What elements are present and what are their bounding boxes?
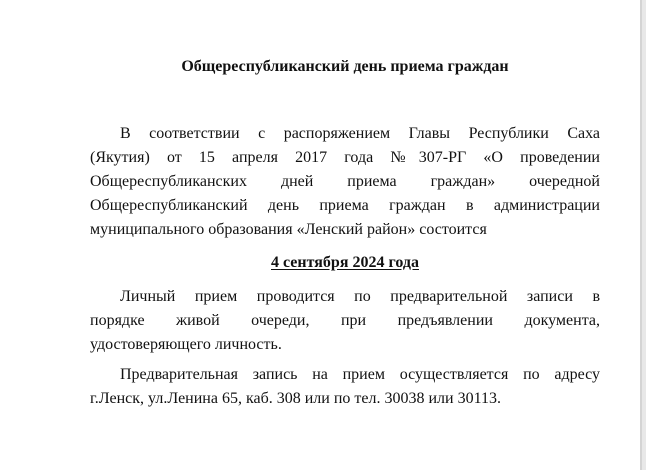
text-line: (Якутия) от 15 апреля 2017 года №307-РГ «О проведении	[90, 149, 600, 166]
paragraph-contact	[90, 363, 600, 411]
event-date-text: 4 сентября 2024 года	[271, 254, 419, 271]
paragraph-procedure	[90, 285, 600, 357]
window-background-strip	[642, 0, 646, 470]
text-line: Общереспубликанских дней приема граждан» очередной	[90, 173, 600, 190]
text-line: удостоверяющего личность.	[90, 336, 282, 353]
text-line: Общереспубликанский день приема граждан в администрации	[90, 197, 600, 214]
event-date	[90, 251, 600, 275]
text-line: муниципального образования «Ленский район» состоится	[90, 221, 487, 238]
text-line: В соответствии с распоряжением Главы Республики Саха	[120, 125, 600, 142]
text-line: Личный прием проводится по предварительной записи в	[120, 288, 600, 305]
paragraph-announcement	[90, 122, 600, 242]
text-line: г.Ленск, ул.Ленина 65, каб. 308 или по тел. 30038 или 30113.	[90, 390, 501, 407]
text-line: Предварительная запись на прием осуществляется по адресу	[120, 366, 600, 383]
document-title: Общереспубликанский день приема граждан	[181, 58, 509, 75]
text-line: порядке живой очереди, при предъявлении документа,	[90, 312, 600, 329]
